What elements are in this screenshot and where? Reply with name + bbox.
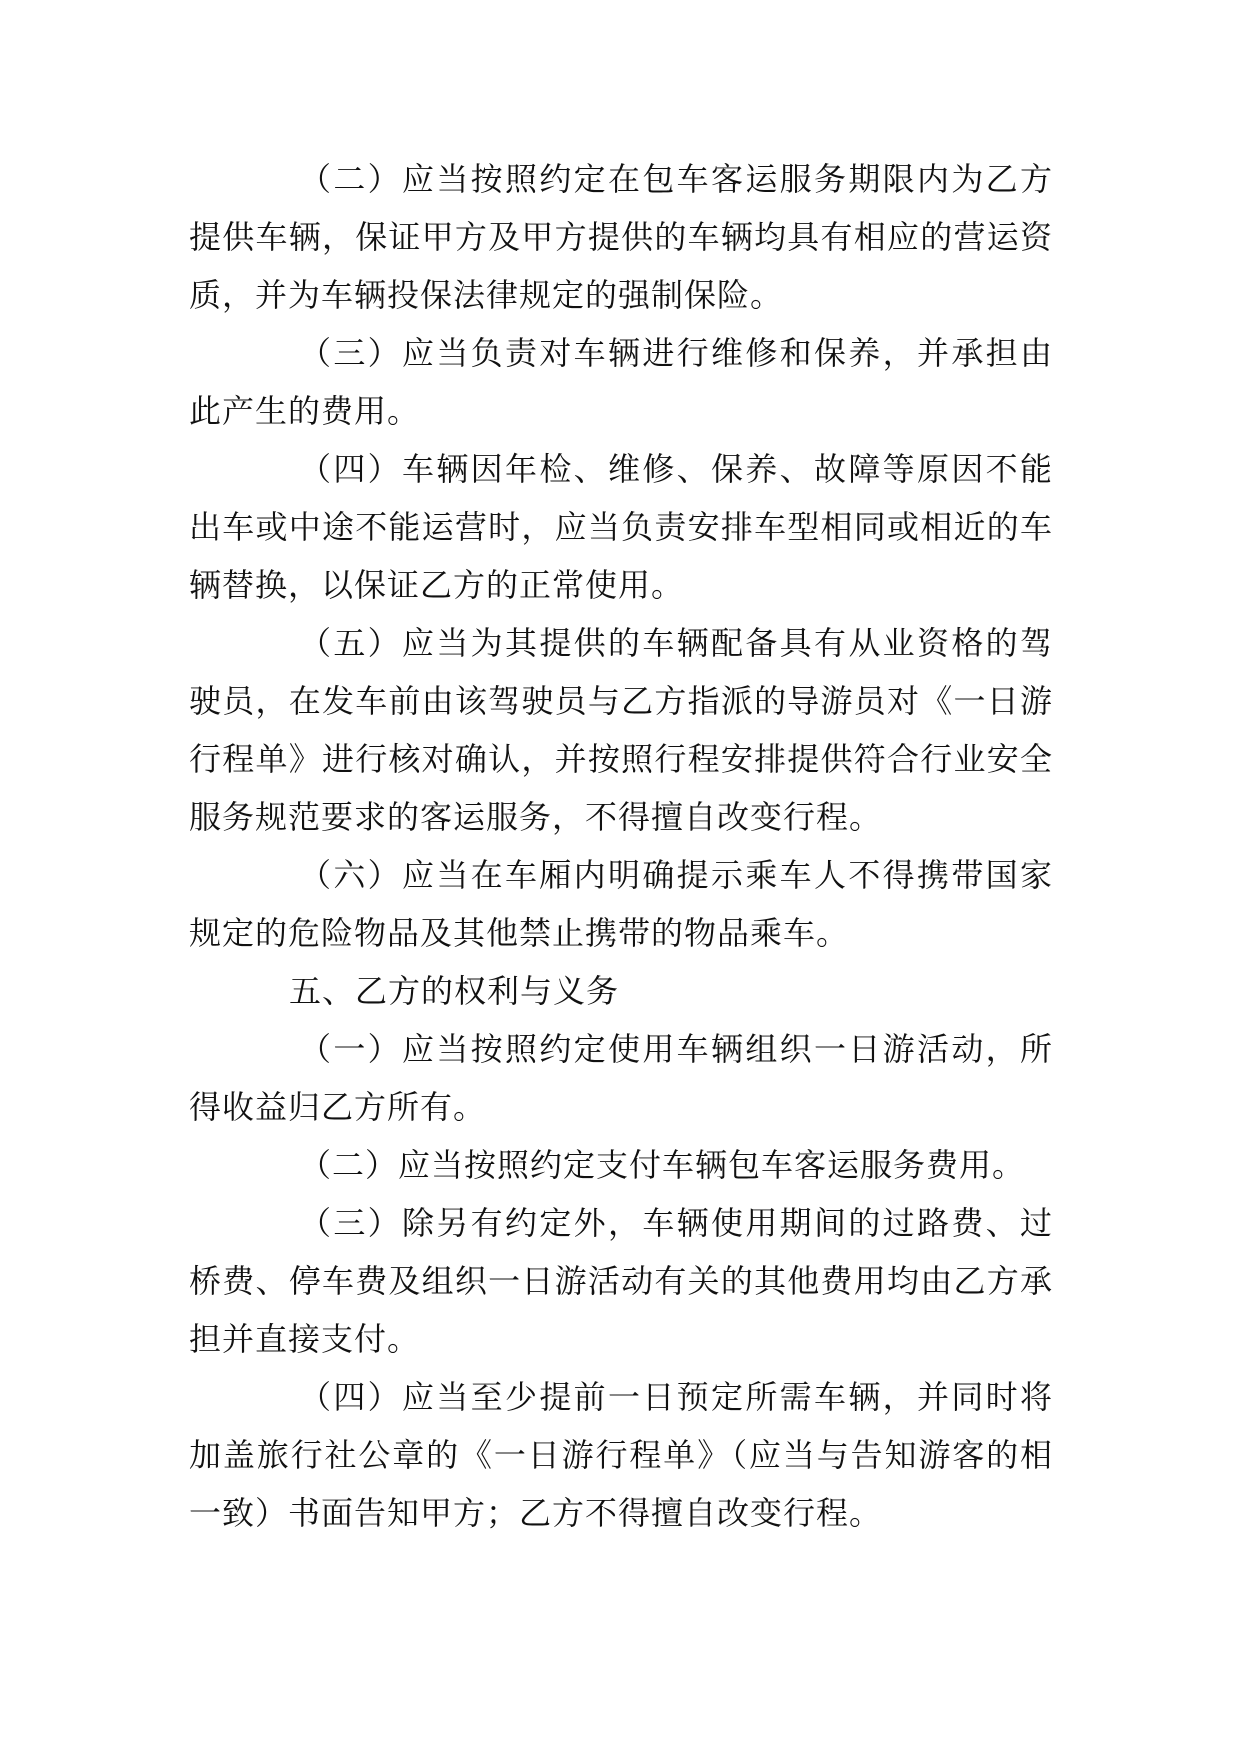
clause-paragraph: （二）应当按照约定支付车辆包车客运服务费用。 xyxy=(299,1146,1026,1184)
document-page xyxy=(189,150,1053,1542)
clause-paragraph: （一）应当按照约定使用车辆组织一日游活动，所得收益归乙方所有。 xyxy=(189,1030,1053,1126)
clause-paragraph: （三）除另有约定外，车辆使用期间的过路费、过桥费、停车费及组织一日游活动有关的其他费用均由乙方承担并直接支付。 xyxy=(189,1204,1053,1358)
clause-paragraph: （三）应当负责对车辆进行维修和保养，并承担由此产生的费用。 xyxy=(189,334,1053,430)
clause-paragraph: （四）应当至少提前一日预定所需车辆，并同时将加盖旅行社公章的《一日游行程单》（应当与告知游客的相一致）书面告知甲方；乙方不得擅自改变行程。 xyxy=(189,1378,1053,1532)
clause-paragraph: （二）应当按照约定在包车客运服务期限内为乙方提供车辆，保证甲方及甲方提供的车辆均具有相应的营运资质，并为车辆投保法律规定的强制保险。 xyxy=(189,160,1053,314)
clause-paragraph: （六）应当在车厢内明确提示乘车人不得携带国家规定的危险物品及其他禁止携带的物品乘车。 xyxy=(189,856,1053,952)
section-heading: 五、乙方的权利与义务 xyxy=(289,972,620,1010)
clause-paragraph: （四）车辆因年检、维修、保养、故障等原因不能出车或中途不能运营时，应当负责安排车型相同或相近的车辆替换，以保证乙方的正常使用。 xyxy=(189,450,1053,604)
clause-paragraph: （五）应当为其提供的车辆配备具有从业资格的驾驶员，在发车前由该驾驶员与乙方指派的导游员对《一日游行程单》进行核对确认，并按照行程安排提供符合行业安全服务规范要求的客运服务，不得擅自改变行程。 xyxy=(189,624,1053,836)
